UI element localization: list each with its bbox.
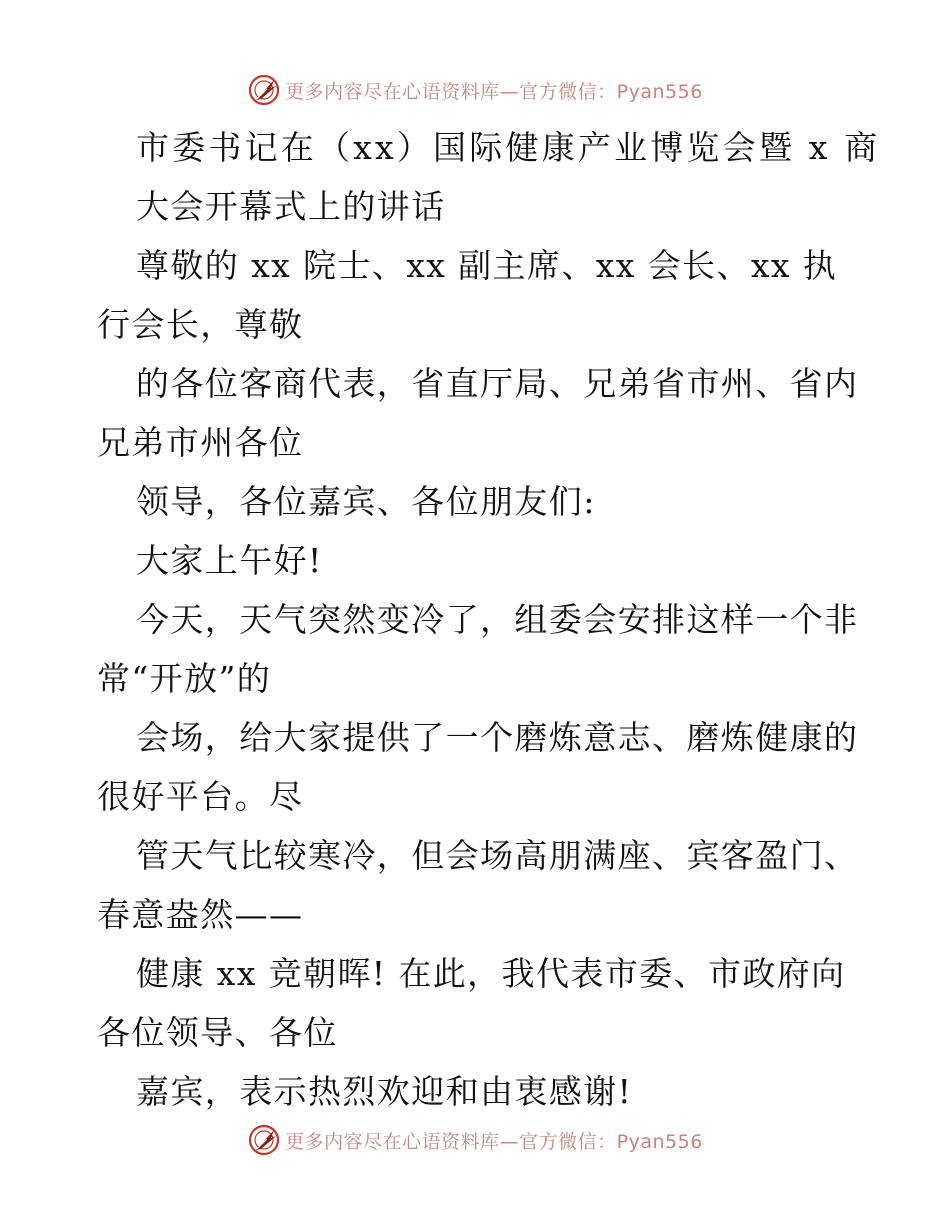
document-body [97,118,881,1121]
text-line: 尊敬的 xx 院士、xx 副主席、xx 会长、xx 执 [136,246,838,285]
header-banner-text: 更多内容尽在心语资料库—官方微信：Pyan556 [285,80,703,103]
footer-banner [0,1120,950,1160]
text-line: 兄弟市州各位 [97,423,304,462]
text-line: 嘉宾，表示热烈欢迎和由衷感谢! [136,1072,633,1111]
text-line: 大家上午好! [136,541,323,580]
footer-banner-text: 更多内容尽在心语资料库—官方微信：Pyan556 [285,1130,703,1153]
text-line: 今天，天气突然变冷了，组委会安排这样一个非 [136,600,859,639]
text-line: 行会长，尊敬 [97,305,304,344]
text-line: 很好平台。尽 [97,777,304,816]
text-line: 各位领导、各位 [97,1013,338,1052]
header-banner [0,70,950,110]
text-line: 会场，给大家提供了一个磨炼意志、磨炼健康的 [136,718,859,757]
text-line: 大会开幕式上的讲话 [136,187,446,226]
text-line: 管天气比较寒冷，但会场高朋满座、宾客盈门、 [136,836,859,875]
quill-logo-icon [247,73,281,107]
text-line: 领导，各位嘉宾、各位朋友们: [136,482,596,521]
text-line: 常“开放”的 [97,659,272,698]
text-line: 市委书记在（xx）国际健康产业博览会暨 x 商 [136,128,881,167]
text-line: 的各位客商代表，省直厅局、兄弟省市州、省内 [136,364,859,403]
text-line: 健康 xx 竞朝晖! 在此，我代表市委、市政府向 [136,954,846,993]
quill-logo-icon [247,1123,281,1157]
text-line: 春意盎然—— [97,895,304,934]
